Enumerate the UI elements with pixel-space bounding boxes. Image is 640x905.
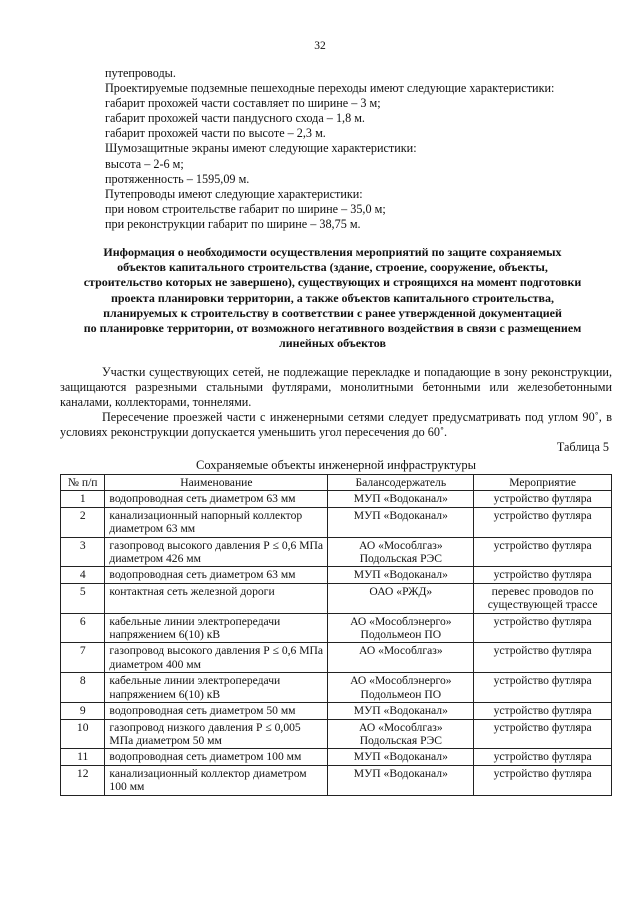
cell-name: канализационный коллектор диаметром 100 мм xyxy=(105,765,328,795)
cell-measure: устройство футляра xyxy=(474,567,612,583)
cell-owner: АО «Мособлэнерго» Подольмеон ПО xyxy=(328,613,474,643)
table-row xyxy=(61,507,612,537)
cell-measure: устройство футляра xyxy=(474,765,612,795)
cell-owner: МУП «Водоканал» xyxy=(328,567,474,583)
cell-name: водопроводная сеть диаметром 100 мм xyxy=(105,749,328,765)
section-heading xyxy=(60,245,605,351)
cell-measure: устройство футляра xyxy=(474,491,612,507)
header-name: Наименование xyxy=(105,475,328,491)
cell-owner: АО «Мособлгаз» Подольская РЭС xyxy=(328,719,474,749)
cell-num: 6 xyxy=(61,613,105,643)
cell-owner: АО «Мособлгаз» Подольская РЭС xyxy=(328,537,474,567)
cell-name: кабельные линии электропередачи напряжением 6(10) кВ xyxy=(105,613,328,643)
table-header-row xyxy=(61,475,612,491)
cell-name: кабельные линии электропередачи напряжением 6(10) кВ xyxy=(105,673,328,703)
paragraph-protection xyxy=(60,365,612,411)
cell-name: водопроводная сеть диаметром 50 мм xyxy=(105,703,328,719)
intro-text xyxy=(105,66,605,232)
intro-line: протяженность – 1595,09 м. xyxy=(105,171,250,186)
cell-name: газопровод высокого давления Р ≤ 0,6 МПа диаметром 426 мм xyxy=(105,537,328,567)
paragraph-text: Пересечение проезжей части с инженерными сетями следует предусматривать под углом 90˚, в условиях реконструкции допускается уменьшить угол пересечения до 60˚. xyxy=(60,410,612,440)
cell-name: канализационный напорный коллектор диаметром 63 мм xyxy=(105,507,328,537)
cell-num: 3 xyxy=(61,537,105,567)
table-row xyxy=(61,673,612,703)
cell-num: 7 xyxy=(61,643,105,673)
cell-num: 10 xyxy=(61,719,105,749)
cell-num: 11 xyxy=(61,749,105,765)
table-row xyxy=(61,537,612,567)
cell-num: 8 xyxy=(61,673,105,703)
cell-name: водопроводная сеть диаметром 63 мм xyxy=(105,491,328,507)
cell-name: контактная сеть железной дороги xyxy=(105,583,328,613)
cell-num: 5 xyxy=(61,583,105,613)
table-caption: Сохраняемые объекты инженерной инфраструктуры xyxy=(195,458,477,472)
cell-name: водопроводная сеть диаметром 63 мм xyxy=(105,567,328,583)
cell-measure: устройство футляра xyxy=(474,613,612,643)
cell-measure: устройство футляра xyxy=(474,537,612,567)
cell-owner: АО «Мособлгаз» xyxy=(328,643,474,673)
header-owner: Балансодержатель xyxy=(328,475,474,491)
intro-line: Путепроводы имеют следующие характеристики: xyxy=(105,186,363,201)
cell-num: 9 xyxy=(61,703,105,719)
intro-line: Проектируемые подземные пешеходные переходы имеют следующие характеристики: xyxy=(105,81,555,96)
cell-owner: МУП «Водоканал» xyxy=(328,491,474,507)
page-number: 32 xyxy=(314,40,326,52)
infrastructure-table xyxy=(60,474,612,796)
table-row xyxy=(61,749,612,765)
table-label: Таблица 5 xyxy=(556,440,609,454)
heading-line: Информация о необходимости осуществления мероприятий по защите сохраняемых xyxy=(103,245,562,259)
paragraph-crossing xyxy=(60,410,612,440)
cell-measure: устройство футляра xyxy=(474,507,612,537)
intro-line: при новом строительстве габарит по ширине – 35,0 м; xyxy=(105,201,386,216)
intro-line: Шумозащитные экраны имеют следующие характеристики: xyxy=(105,141,417,156)
cell-num: 12 xyxy=(61,765,105,795)
cell-measure: устройство футляра xyxy=(474,749,612,765)
intro-line: при реконструкции габарит по ширине – 38,75 м. xyxy=(105,216,361,231)
cell-num: 4 xyxy=(61,567,105,583)
cell-name: газопровод низкого давления Р ≤ 0,005 МПа диаметром 50 мм xyxy=(105,719,328,749)
heading-line: проекта планировки территории, а также объектов капитального строительства, xyxy=(110,290,555,305)
cell-measure: устройство футляра xyxy=(474,643,612,673)
header-num: № п/п xyxy=(61,475,105,491)
table-row xyxy=(61,613,612,643)
heading-line: объектов капитального строительства (здание, строение, сооружение, объекты, xyxy=(117,260,548,275)
heading-line: планируемых к строительству в соответствии с ранее утвержденной документацией xyxy=(103,305,562,320)
cell-measure: перевес проводов по существующей трассе xyxy=(474,583,612,613)
table-row xyxy=(61,491,612,507)
table-row xyxy=(61,643,612,673)
cell-num: 2 xyxy=(61,507,105,537)
cell-owner: МУП «Водоканал» xyxy=(328,507,474,537)
cell-owner: МУП «Водоканал» xyxy=(328,703,474,719)
heading-line: линейных объектов xyxy=(279,336,386,351)
cell-measure: устройство футляра xyxy=(474,703,612,719)
cell-num: 1 xyxy=(61,491,105,507)
table-row xyxy=(61,765,612,795)
cell-owner: АО «Мособлэнерго» Подольмеон ПО xyxy=(328,673,474,703)
header-measure: Мероприятие xyxy=(474,475,612,491)
cell-owner: МУП «Водоканал» xyxy=(328,765,474,795)
heading-line: по планировке территории, от возможного негативного воздействия в связи с размещением xyxy=(83,321,582,336)
table-row xyxy=(61,703,612,719)
cell-name: газопровод высокого давления Р ≤ 0,6 МПа диаметром 400 мм xyxy=(105,643,328,673)
intro-line: габарит прохожей части пандусного схода – 1,8 м. xyxy=(105,111,365,126)
cell-measure: устройство футляра xyxy=(474,673,612,703)
cell-owner: ОАО «РЖД» xyxy=(328,583,474,613)
paragraph-text: Участки существующих сетей, не подлежащие перекладке и попадающие в зону реконструкции, защищаются разрезными стальными футлярами, монолитными бетонными или железобетонными каналами, коллекторами, тоннелями. xyxy=(60,365,612,410)
intro-line: габарит прохожей части по высоте – 2,3 м. xyxy=(105,126,326,141)
table-row xyxy=(61,583,612,613)
cell-owner: МУП «Водоканал» xyxy=(328,749,474,765)
intro-line: габарит прохожей части составляет по ширине – 3 м; xyxy=(105,96,381,111)
intro-line: высота – 2-6 м; xyxy=(105,156,184,171)
heading-line: строительство которых не завершено), существующих и строящихся на момент подготовки xyxy=(83,275,582,290)
cell-measure: устройство футляра xyxy=(474,719,612,749)
table-row xyxy=(61,719,612,749)
intro-line: путепроводы. xyxy=(105,66,176,80)
table-row xyxy=(61,567,612,583)
